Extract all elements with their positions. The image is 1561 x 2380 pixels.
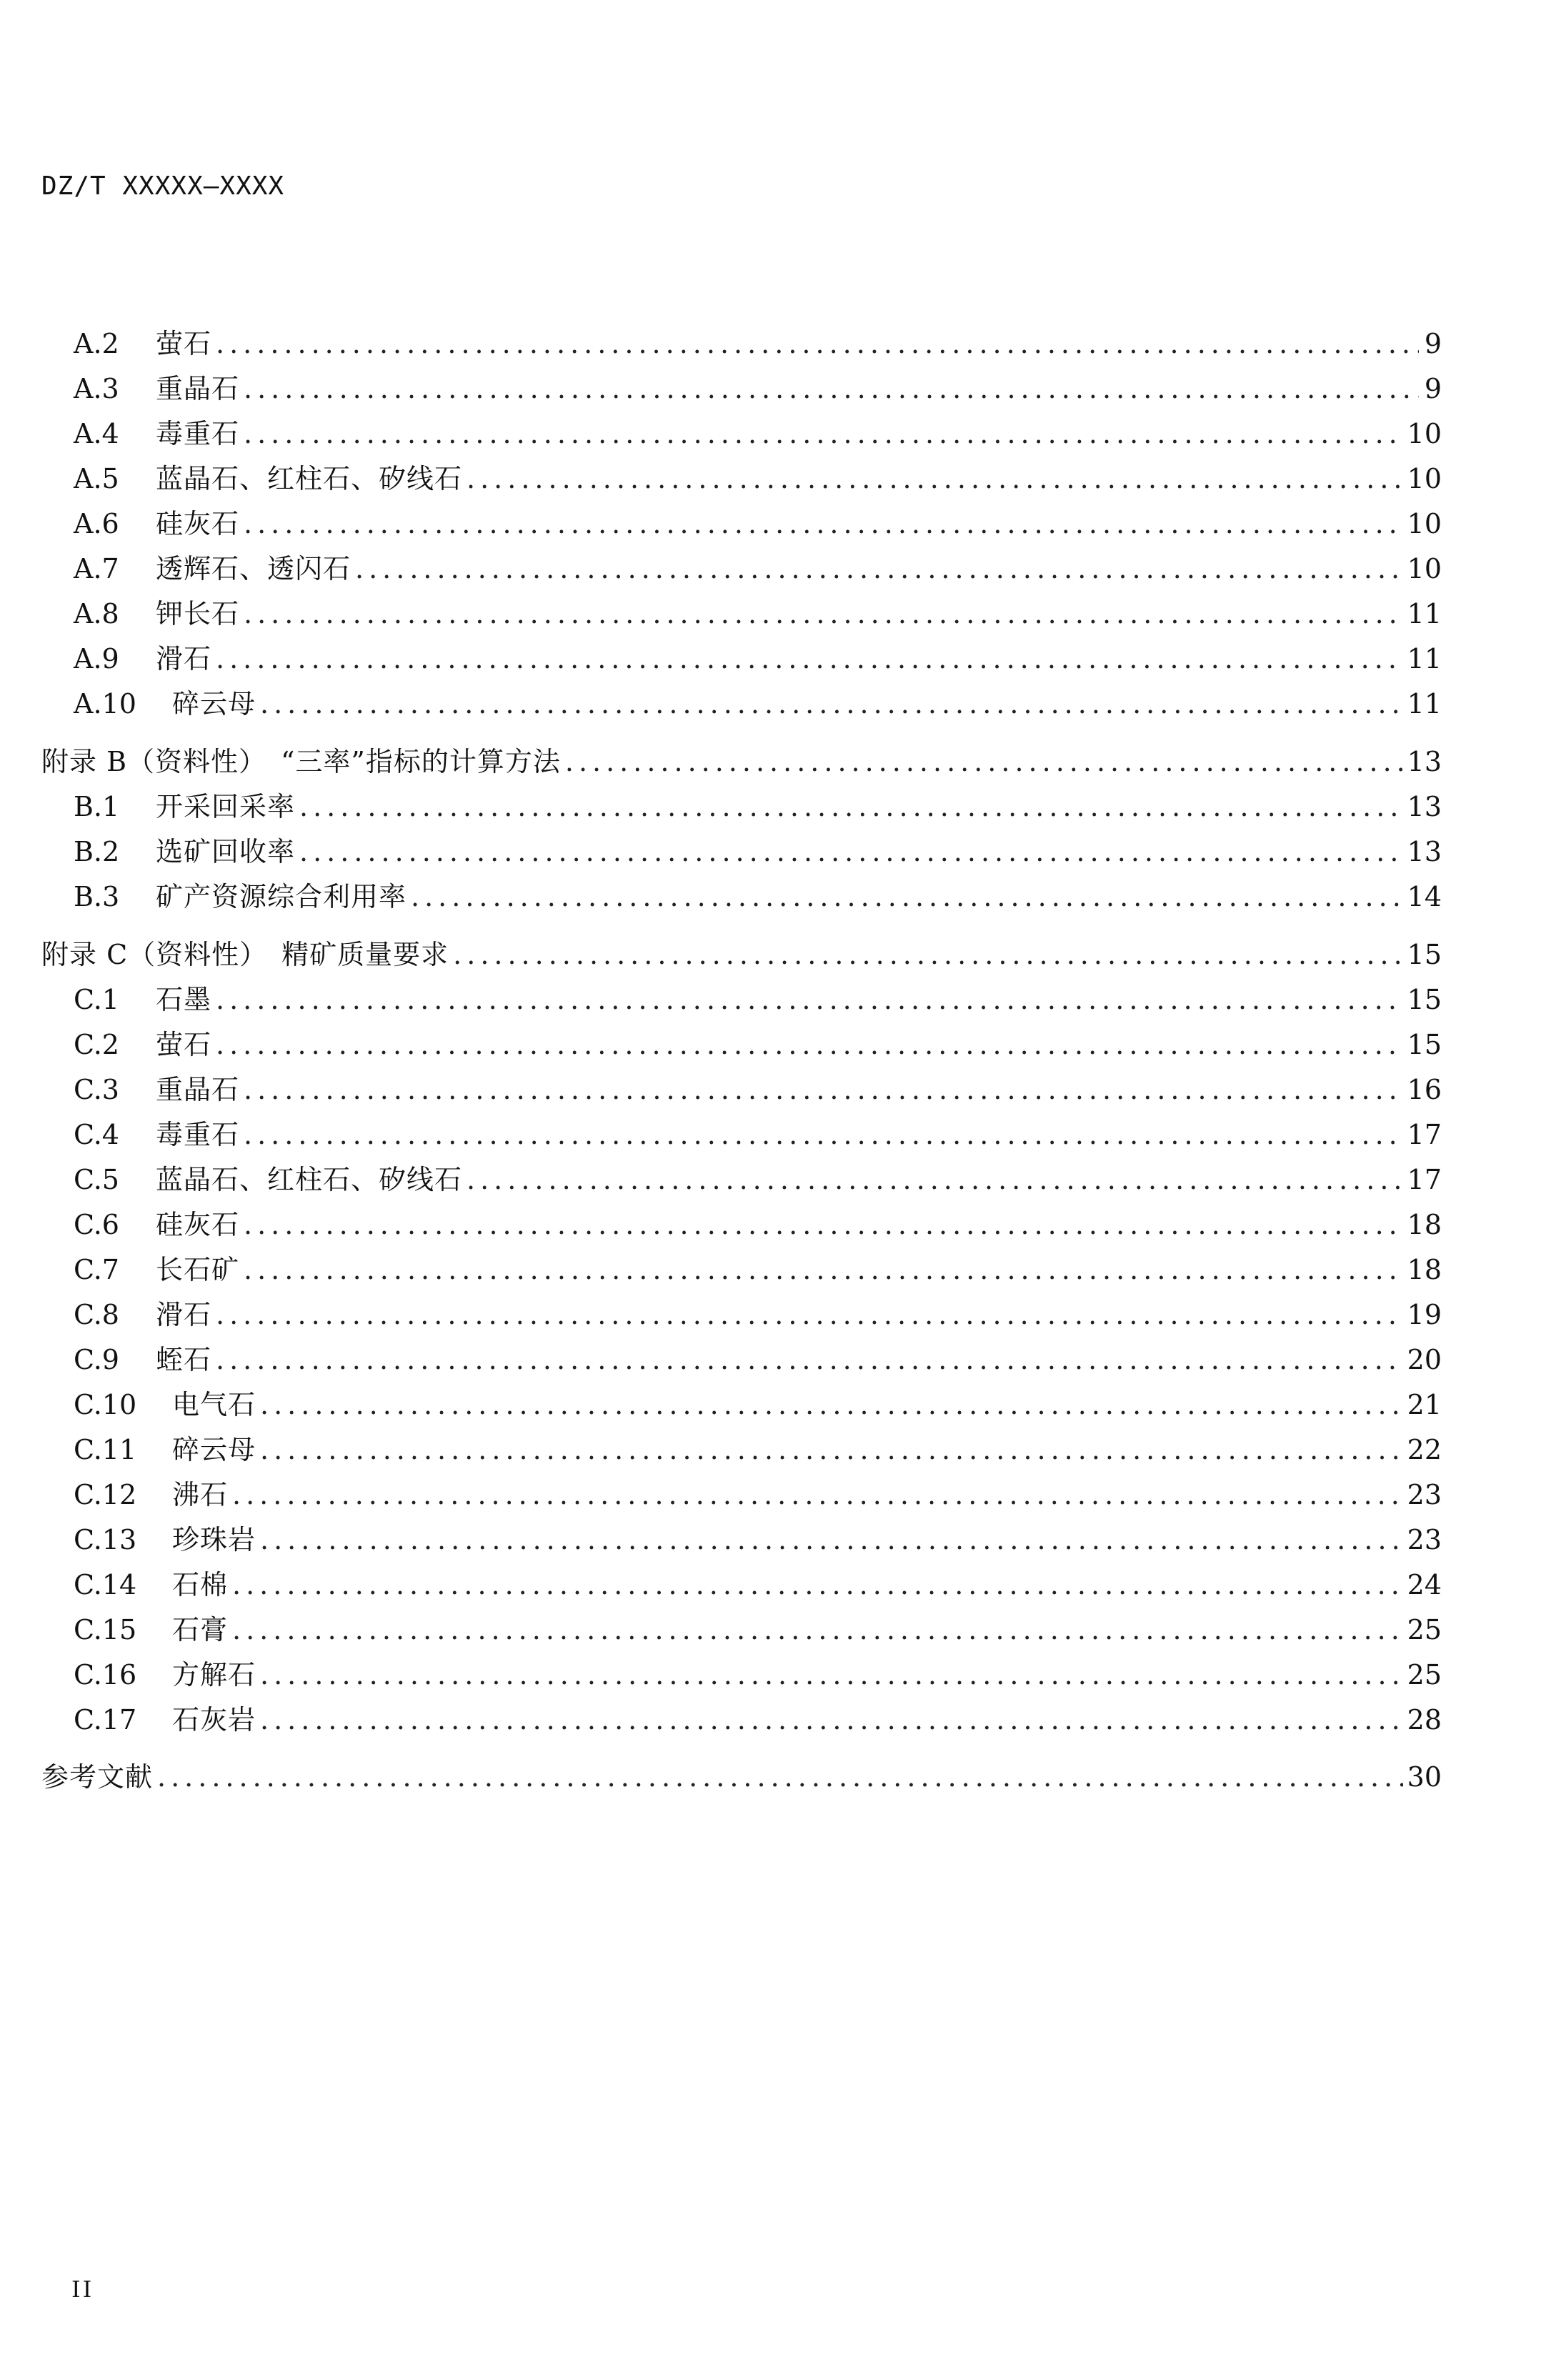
toc-leader [299, 830, 1403, 875]
toc-title: 沸石 [172, 1479, 229, 1510]
toc-page: 10 [1407, 508, 1442, 539]
toc-number: B.3 [74, 881, 120, 912]
toc-number: C.2 [74, 1029, 119, 1060]
toc-number: A.10 [74, 688, 136, 720]
toc-leader [260, 1428, 1403, 1473]
toc-entry-a5[interactable] [41, 457, 1442, 502]
toc-leader [216, 977, 1403, 1022]
toc-entry-c11[interactable] [41, 1428, 1442, 1473]
toc-title: 碎云母 [172, 1434, 256, 1465]
toc-leader [467, 1157, 1403, 1203]
toc-number: A.2 [74, 328, 119, 359]
toc-page: 19 [1407, 1299, 1442, 1330]
toc-title: 萤石 [156, 1029, 212, 1060]
toc-title: 参考文献 [41, 1761, 154, 1793]
toc-page: 11 [1407, 598, 1442, 629]
toc-leader [355, 547, 1403, 592]
page-number: II [71, 2276, 94, 2303]
toc-entry-c15[interactable] [41, 1608, 1442, 1653]
toc-leader [244, 502, 1403, 547]
toc-leader [244, 1112, 1403, 1157]
toc-title: 石灰岩 [172, 1704, 256, 1736]
toc-page: 22 [1407, 1434, 1442, 1465]
toc-title: 附录 C（资料性） 精矿质量要求 [41, 939, 449, 970]
toc-title: 方解石 [172, 1659, 256, 1691]
toc-page: 13 [1407, 746, 1442, 777]
toc-leader [232, 1563, 1403, 1608]
toc-entry-c9[interactable] [41, 1338, 1442, 1383]
toc-page: 15 [1407, 1029, 1442, 1060]
toc-title: 萤石 [156, 328, 212, 359]
toc-number: C.7 [74, 1254, 119, 1285]
toc-entry-b3[interactable] [41, 875, 1442, 920]
toc-leader [216, 1338, 1403, 1383]
toc-leader [244, 367, 1419, 412]
toc-title: 石墨 [156, 984, 212, 1015]
toc-title: 透辉石、透闪石 [156, 553, 351, 584]
toc-page: 16 [1407, 1074, 1442, 1105]
toc-number: A.5 [74, 463, 119, 494]
toc-leader [260, 1518, 1403, 1563]
toc-number: C.8 [74, 1299, 119, 1330]
toc-entry-c16[interactable] [41, 1653, 1442, 1698]
toc-leader [260, 1698, 1403, 1743]
toc-title: 钾长石 [156, 598, 240, 629]
toc-number: A.9 [74, 643, 119, 674]
toc-number: C.13 [74, 1524, 137, 1555]
toc-number: A.7 [74, 553, 119, 584]
toc-title: 滑石 [156, 643, 212, 674]
toc-page: 23 [1407, 1479, 1442, 1510]
toc-page: 25 [1407, 1659, 1442, 1691]
toc-number: C.3 [74, 1074, 119, 1105]
toc-entry-b2[interactable] [41, 830, 1442, 875]
toc-leader [232, 1473, 1403, 1518]
toc-number: C.5 [74, 1164, 119, 1195]
toc-entry-c5[interactable] [41, 1157, 1442, 1203]
toc-entry-references[interactable] [41, 1755, 1442, 1800]
toc-number: C.10 [74, 1389, 137, 1420]
toc-leader [232, 1608, 1403, 1653]
toc-entry-c7[interactable] [41, 1248, 1442, 1293]
toc-page: 21 [1407, 1389, 1442, 1420]
toc-title: 石棉 [172, 1569, 229, 1600]
toc-entry-c14[interactable] [41, 1563, 1442, 1608]
toc-entry-c6[interactable] [41, 1203, 1442, 1248]
toc-title: 重晶石 [156, 373, 240, 404]
toc-entry-c10[interactable] [41, 1383, 1442, 1428]
toc-page: 9 [1424, 328, 1442, 359]
toc-leader [216, 637, 1403, 682]
toc-entry-c3[interactable] [41, 1067, 1442, 1112]
toc-leader [244, 412, 1403, 457]
toc-page: 11 [1407, 643, 1442, 674]
toc-leader [467, 457, 1403, 502]
toc-title: 重晶石 [156, 1074, 240, 1105]
toc-title: 选矿回收率 [156, 836, 296, 867]
toc-page: 11 [1407, 688, 1442, 720]
toc-page: 9 [1424, 373, 1442, 404]
toc-number: C.15 [74, 1614, 137, 1645]
toc-title: 长石矿 [156, 1254, 240, 1285]
toc-page: 10 [1407, 418, 1442, 449]
toc-page: 30 [1407, 1761, 1442, 1793]
toc-page: 24 [1407, 1569, 1442, 1600]
toc-number: A.4 [74, 418, 119, 449]
toc-number: C.12 [74, 1479, 137, 1510]
toc-leader [157, 1755, 1403, 1800]
toc-leader [565, 739, 1403, 785]
toc-entry-a4[interactable] [41, 412, 1442, 457]
toc-title: 蓝晶石、红柱石、矽线石 [156, 463, 463, 494]
toc-entry-a10[interactable] [41, 682, 1442, 727]
toc-title: 蛭石 [156, 1344, 212, 1375]
toc-entry-c12[interactable] [41, 1473, 1442, 1518]
toc-title: 毒重石 [156, 418, 240, 449]
toc-entry-c13[interactable] [41, 1518, 1442, 1563]
toc-title: 硅灰石 [156, 1209, 240, 1240]
toc-entry-c17[interactable] [41, 1698, 1442, 1743]
toc-entry-a7[interactable] [41, 547, 1442, 592]
toc-number: C.1 [74, 984, 119, 1015]
toc-entry-a9[interactable] [41, 637, 1442, 682]
document-code: DZ/T XXXXX—XXXX [41, 171, 285, 201]
toc-title: 滑石 [156, 1299, 212, 1330]
toc-page: 13 [1407, 836, 1442, 867]
toc-entry-c2[interactable] [41, 1022, 1442, 1067]
toc-number: A.3 [74, 373, 119, 404]
toc-leader [244, 592, 1403, 637]
toc-number: C.9 [74, 1344, 119, 1375]
toc-number: C.16 [74, 1659, 137, 1691]
toc-leader [216, 1293, 1403, 1338]
toc-page: 28 [1407, 1704, 1442, 1736]
toc-number: C.11 [74, 1434, 137, 1465]
toc-entry-appendix-b[interactable] [41, 739, 1442, 785]
toc-title: 毒重石 [156, 1119, 240, 1150]
toc-leader [244, 1067, 1403, 1112]
toc-number: A.8 [74, 598, 119, 629]
toc-number: B.1 [74, 791, 120, 822]
toc-leader [453, 932, 1402, 977]
toc-page: 10 [1407, 463, 1442, 494]
toc-page: 17 [1407, 1119, 1442, 1150]
toc-title: 附录 B（资料性） “三率”指标的计算方法 [41, 746, 561, 777]
toc-number: A.6 [74, 508, 119, 539]
toc-page: 10 [1407, 553, 1442, 584]
toc-entry-a6[interactable] [41, 502, 1442, 547]
toc-page: 23 [1407, 1524, 1442, 1555]
toc-leader [411, 875, 1403, 920]
toc-page: 18 [1407, 1209, 1442, 1240]
toc-title: 石膏 [172, 1614, 229, 1645]
toc-title: 矿产资源综合利用率 [156, 881, 407, 912]
toc-leader [216, 322, 1419, 367]
toc-title: 蓝晶石、红柱石、矽线石 [156, 1164, 463, 1195]
toc-page: 18 [1407, 1254, 1442, 1285]
toc-leader [260, 1653, 1403, 1698]
toc-number: C.6 [74, 1209, 119, 1240]
toc-title: 电气石 [172, 1389, 256, 1420]
toc-page: 15 [1407, 939, 1442, 970]
toc-page: 25 [1407, 1614, 1442, 1645]
toc-entry-c1[interactable] [41, 977, 1442, 1022]
toc-leader [216, 1022, 1403, 1067]
toc-entry-a2[interactable] [41, 322, 1442, 367]
toc-page: 15 [1407, 984, 1442, 1015]
table-of-contents [41, 322, 1442, 1800]
toc-entry-a3[interactable] [41, 367, 1442, 412]
toc-number: C.17 [74, 1704, 137, 1736]
toc-leader [299, 785, 1403, 830]
toc-title: 开采回采率 [156, 791, 296, 822]
toc-page: 14 [1407, 881, 1442, 912]
toc-title: 碎云母 [172, 688, 256, 720]
toc-number: C.14 [74, 1569, 137, 1600]
toc-title: 珍珠岩 [172, 1524, 256, 1555]
toc-leader [244, 1248, 1403, 1293]
toc-entry-appendix-c[interactable] [41, 932, 1442, 977]
toc-leader [260, 1383, 1403, 1428]
toc-entry-c8[interactable] [41, 1293, 1442, 1338]
toc-page: 20 [1407, 1344, 1442, 1375]
toc-entry-b1[interactable] [41, 785, 1442, 830]
toc-number: B.2 [74, 836, 120, 867]
toc-entry-a8[interactable] [41, 592, 1442, 637]
toc-title: 硅灰石 [156, 508, 240, 539]
toc-entry-c4[interactable] [41, 1112, 1442, 1157]
toc-page: 13 [1407, 791, 1442, 822]
toc-number: C.4 [74, 1119, 119, 1150]
toc-leader [260, 682, 1403, 727]
toc-leader [244, 1203, 1403, 1248]
toc-page: 17 [1407, 1164, 1442, 1195]
